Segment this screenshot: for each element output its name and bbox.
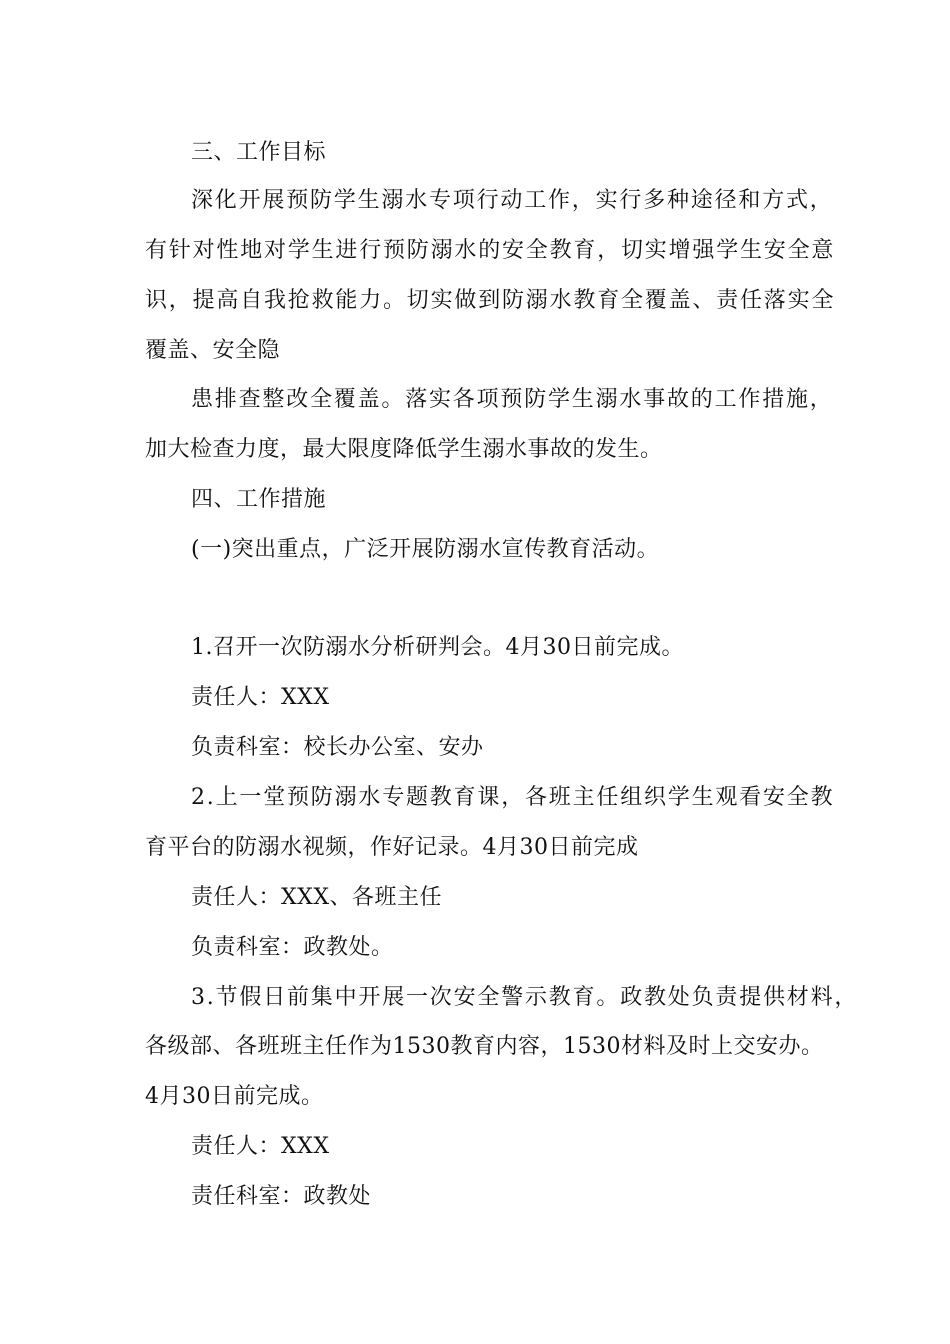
paragraph-line: 深化开展预防学生溺水专项行动工作，实行多种途径和方式， xyxy=(191,188,834,213)
paragraph-line: 识，提高自我抢救能力。切实做到防溺水教育全覆盖、责任落实全 xyxy=(145,288,836,313)
responsible-person: 责任人：XXX、各班主任 xyxy=(191,885,442,910)
paragraph-line: 育平台的防溺水视频，作好记录。4月30日前完成 xyxy=(145,835,639,860)
responsible-office: 负责科室：校长办公室、安办 xyxy=(191,735,484,760)
paragraph-line: 患排查整改全覆盖。落实各项预防学生溺水事故的工作措施， xyxy=(191,387,834,412)
section-heading-3: 三、工作目标 xyxy=(191,140,327,165)
paragraph-line: 4月30日前完成。 xyxy=(145,1084,324,1109)
paragraph-line: 覆盖、安全隐 xyxy=(145,338,281,363)
task-item-2: 2.上一堂预防溺水专题教育课，各班主任组织学生观看安全教 xyxy=(191,785,835,810)
section-heading-4: 四、工作措施 xyxy=(191,487,327,512)
responsible-person: 责任人：XXX xyxy=(191,685,330,710)
task-item-1: 1.召开一次防溺水分析研判会。4月30日前完成。 xyxy=(191,635,684,660)
paragraph-line: 加大检查力度，最大限度降低学生溺水事故的发生。 xyxy=(145,437,663,462)
paragraph-line: 各级部、各班班主任作为1530教育内容，1530材料及时上交安办。 xyxy=(145,1034,824,1059)
paragraph-line: 有针对性地对学生进行预防溺水的安全教育，切实增强学生安全意 xyxy=(145,238,836,263)
responsible-office: 责任科室：政教处 xyxy=(191,1184,372,1209)
task-item-3: 3.节假日前集中开展一次安全警示教育。政教处负责提供材料， xyxy=(191,985,859,1010)
subsection-heading: (一)突出重点，广泛开展防溺水宣传教育活动。 xyxy=(191,537,660,562)
responsible-office: 负责科室：政教处。 xyxy=(191,935,394,960)
responsible-person: 责任人：XXX xyxy=(191,1134,330,1159)
